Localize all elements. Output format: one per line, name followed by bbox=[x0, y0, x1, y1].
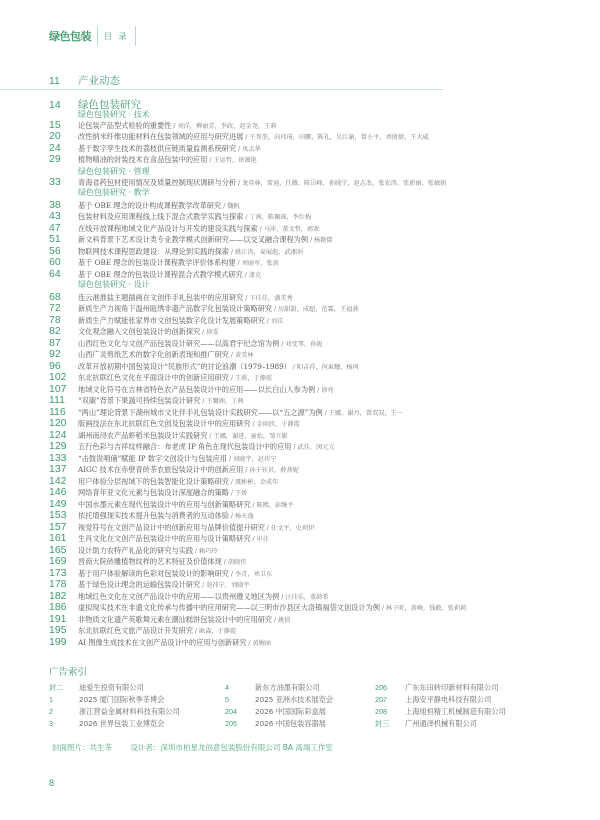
article-authors: / 王馨阁，丁茜 bbox=[200, 398, 244, 405]
page-number-label: 116 bbox=[49, 406, 66, 418]
author-names: 王邦奎，向玮琦，田鹏，陈礼，吴江渝，曾小平，刘倩倩，王大威 bbox=[249, 134, 429, 141]
article-row[interactable] bbox=[49, 256, 279, 268]
author-names: 武佳，闵元元 bbox=[297, 444, 335, 451]
article-entry[interactable] bbox=[78, 270, 261, 280]
article-row[interactable] bbox=[49, 348, 254, 360]
article-title[interactable]: 地域红色文化在文创产品设计中的应用——以贵州遵义地区为例 bbox=[78, 592, 280, 601]
author-names: 陈熙，彭继平 bbox=[256, 502, 294, 509]
author-names: 姚倩 bbox=[278, 617, 291, 624]
ad-page: 208 bbox=[375, 707, 387, 716]
article-title[interactable]: 青海省药包材使用情况及质量控制现状调研与分析 bbox=[78, 178, 237, 187]
page-number-label: 133 bbox=[49, 452, 67, 464]
author-names: 王娜，谢进，童怡，邹立影 bbox=[213, 433, 288, 440]
author-names: 杨天逸 bbox=[234, 513, 254, 520]
article-authors: / 林子昕，黄峰，钱敢，张莉莉 bbox=[379, 605, 467, 612]
article-title[interactable]: 基于用户体验解读的色彩对包装设计的影响研究 bbox=[78, 569, 229, 578]
cover-credits bbox=[52, 742, 333, 753]
article-title[interactable]: 包装材料及应用课程线上线下混合式教学实践与探索 bbox=[78, 212, 244, 221]
page-number-label: 38 bbox=[49, 199, 61, 211]
author-names: 姚江涛，麦展彪，武湘涓 bbox=[234, 249, 304, 256]
article-row[interactable] bbox=[49, 624, 236, 636]
author-names: 徐亮 bbox=[321, 387, 334, 394]
article-row[interactable] bbox=[49, 601, 466, 613]
article-entry[interactable] bbox=[78, 603, 466, 613]
author-names: 王娇 bbox=[234, 490, 248, 497]
article-authors: / 卞佳佳，潘美秀 bbox=[243, 295, 293, 302]
article-title[interactable]: 依托增强现实技术提升包装与消费者的互动体验 bbox=[78, 511, 229, 520]
article-entry[interactable] bbox=[78, 327, 219, 337]
page-number-label: 14 bbox=[49, 99, 61, 111]
author-names: 刘洋，柳丽芳，李政，赵金尧，王莉 bbox=[177, 123, 277, 130]
author-names: 刘晓宇，赵祎宁 bbox=[233, 456, 277, 463]
article-entry[interactable] bbox=[78, 178, 446, 188]
article-title[interactable]: AI 图像生成技术在文创产品设计中的应用与创新研究 bbox=[78, 638, 247, 647]
page-number-label: 157 bbox=[49, 521, 67, 533]
page-number-label: 169 bbox=[49, 555, 67, 567]
article-title[interactable]: AIGC 技术在赤壁青砖茶农旅包装设计中的创新应用 bbox=[78, 465, 244, 474]
article-authors: / 耿森，于静霞 bbox=[193, 628, 237, 635]
ad-index-row bbox=[375, 695, 491, 705]
page-number-label: 64 bbox=[49, 268, 61, 280]
article-title[interactable]: 版画技法在东北抗联红色文创及包装设计中的应用研究 bbox=[78, 419, 251, 428]
article-title[interactable]: 湖州南浔农产品虾稻米包装设计实践研究 bbox=[78, 431, 208, 440]
article-authors: / 徐雯 bbox=[200, 329, 219, 336]
author-names: 漆克 bbox=[248, 272, 262, 279]
author-names: 金雨欣，于静霞 bbox=[256, 421, 300, 428]
author-names: 刘京 bbox=[270, 318, 284, 325]
divider bbox=[0, 89, 443, 90]
page-number-label: 142 bbox=[49, 475, 67, 487]
advertiser-name: 2025 厦门国际秋季茶博会 bbox=[79, 695, 165, 704]
article-title[interactable]: 五行色彩与吉祥纹样融合：布老虎 IP 角色在现代包装设计中的应用 bbox=[78, 442, 292, 451]
article-authors: / 胡晓伟 bbox=[221, 559, 247, 566]
article-authors: / 黄美林 bbox=[228, 352, 254, 359]
page-number-label: 161 bbox=[49, 532, 67, 544]
page-number-label: 107 bbox=[49, 383, 67, 395]
page-number-label: 124 bbox=[49, 429, 67, 441]
header-separator bbox=[135, 26, 136, 46]
article-row[interactable] bbox=[49, 636, 271, 648]
ad-page: 205 bbox=[225, 719, 237, 728]
article-row[interactable] bbox=[49, 130, 429, 142]
article-row[interactable] bbox=[49, 233, 333, 245]
article-row[interactable] bbox=[49, 302, 359, 314]
page-number-label: 178 bbox=[49, 578, 67, 590]
page-number-label: 47 bbox=[49, 222, 61, 234]
article-entry[interactable] bbox=[78, 442, 335, 452]
page-number-label: 78 bbox=[49, 314, 61, 326]
article-authors: / 厉甜甜，成超，范霖，王福燕 bbox=[272, 306, 359, 313]
article-authors: / 姚倩 bbox=[272, 617, 291, 624]
author-names: 丁茜，陈佩瑶，李红梅 bbox=[249, 214, 312, 221]
article-authors: / 金雨欣，于静霞 bbox=[250, 421, 300, 428]
page-number-label: 137 bbox=[49, 463, 67, 475]
article-authors: / 龙存林，雷迪，任薇，陈岳峰，孙晓宁，赵志杰，张宏涛，张新丽，张敏娟 bbox=[236, 180, 447, 187]
article-title[interactable]: 基于数字孪生技术的荔枝供应链质量监测系统研究 bbox=[78, 144, 237, 153]
author-names: 黄婉丽 bbox=[252, 640, 272, 647]
ad-index-row bbox=[225, 683, 320, 693]
cover-image-credit: 封面图片：共生茶 bbox=[52, 743, 112, 752]
article-authors: / 凤孟华 bbox=[236, 146, 261, 153]
article-authors: / 杨勳儒 bbox=[308, 237, 333, 244]
page-number-label: 129 bbox=[49, 440, 67, 452]
advertiser-name: 浙江营益金属材料科技有限公司 bbox=[79, 707, 180, 716]
author-names: 黄美林 bbox=[234, 352, 254, 359]
author-names: 龙存林，雷迪，任薇，陈岳峰，孙晓宁，赵志杰，张宏涛，张新丽，张敏娟 bbox=[242, 180, 447, 187]
article-entry[interactable] bbox=[78, 626, 236, 636]
page-number-label: 153 bbox=[49, 509, 67, 521]
ad-index-row bbox=[225, 707, 326, 717]
article-title[interactable]: “击鼓说唱俑”赋能 IP 数字文创设计与包装应用 bbox=[78, 454, 227, 463]
page-number-label: 191 bbox=[49, 613, 67, 625]
page-number-label: 120 bbox=[49, 417, 67, 429]
article-entry[interactable] bbox=[78, 419, 300, 429]
page-number-label: 92 bbox=[49, 348, 61, 360]
section-label: 目 录 bbox=[104, 31, 129, 41]
article-title[interactable]: 晋商大院砖雕植物纹样的艺术特征及价值体现 bbox=[78, 557, 222, 566]
article-authors: / 申佳 bbox=[250, 536, 269, 543]
article-title[interactable]: 山西红色文化与文创产品包装设计研究——以高君宇纪念馆为例 bbox=[78, 339, 280, 348]
article-row[interactable] bbox=[49, 176, 446, 188]
article-entry[interactable] bbox=[78, 511, 254, 521]
author-names: 王馨阁，丁茜 bbox=[206, 398, 244, 405]
author-names: 刘丽军，张剑 bbox=[241, 260, 279, 267]
article-title[interactable]: 新文科背景下艺术设计类专业教学模式创新研究——以交叉融合课程为例 bbox=[78, 235, 309, 244]
article-title[interactable]: 新质生产力视角下温州瓯绣非遗产品数字化包装设计策略研究 bbox=[78, 304, 273, 313]
article-authors: / 徐亮 bbox=[315, 387, 334, 394]
magazine-brand: 绿色包装 bbox=[49, 30, 91, 43]
ad-index-heading: 广告索引 bbox=[49, 667, 88, 678]
article-row[interactable] bbox=[49, 153, 257, 165]
ad-page: 2 bbox=[49, 707, 53, 716]
author-names: 卞佳佳，潘美秀 bbox=[249, 295, 293, 302]
article-authors: / 王娜，谢丹，曾双双，王一 bbox=[322, 410, 403, 417]
advertiser-name: 广东东田转印新材料有限公司 bbox=[405, 683, 499, 692]
article-title[interactable]: 文化观念融入文创包装设计的创新探究 bbox=[78, 327, 201, 336]
ad-page: 封三 bbox=[375, 719, 390, 728]
advertiser-name: 广州通泽机械有限公司 bbox=[405, 719, 477, 728]
header-separator bbox=[97, 26, 98, 46]
author-names: 厉甜甜，成超，范霖，王福燕 bbox=[278, 306, 359, 313]
article-title[interactable]: 改性纳米纤维功能材料在包装领域的应用与研究进展 bbox=[78, 132, 244, 141]
article-title[interactable]: 虚拟现实技术在非遗文化传承与传播中的应用研究——以三明市沙县区大洛镇福袋文创设计为例 bbox=[78, 603, 380, 612]
page-number-label: 165 bbox=[49, 544, 67, 556]
subsection-heading: 绿色包装研究 · 管理 bbox=[78, 167, 150, 176]
ad-page: 207 bbox=[375, 695, 387, 704]
article-authors: / 刘变琴，孙妮 bbox=[279, 341, 323, 348]
author-names: 徐雯 bbox=[206, 329, 219, 336]
article-entry[interactable] bbox=[78, 304, 359, 314]
subsection-heading: 绿色包装研究 · 设计 bbox=[78, 280, 150, 289]
page-number-label: 182 bbox=[49, 590, 67, 602]
author-names: 孙千钰贝，薛燕妮 bbox=[249, 467, 299, 474]
article-entry[interactable] bbox=[78, 350, 254, 360]
article-entry[interactable] bbox=[78, 258, 279, 268]
page-number-label: 173 bbox=[49, 567, 67, 579]
advertiser-name: 上海旭恒精工机械制造有限公司 bbox=[405, 707, 506, 716]
article-title[interactable]: 植物精油的封装技术在食品包装中的应用 bbox=[78, 155, 208, 164]
article-title[interactable]: 中国水墨元素在现代包装设计中的应用与创新策略研究 bbox=[78, 500, 251, 509]
ad-index-row bbox=[225, 695, 333, 705]
article-title[interactable]: 地域文化符号在吉林省特色农产品包装设计中的应用——以长白山人参为例 bbox=[78, 385, 316, 394]
author-names: 王运哲，徐源艳 bbox=[213, 157, 257, 164]
article-authors: / 杨天逸 bbox=[228, 513, 254, 520]
article-authors: / 丁茜，陈佩瑶，李红梅 bbox=[243, 214, 312, 221]
article-title[interactable]: 改革开放初期中国包装设计“民族形式”的讨论浪潮（1979–1989） bbox=[78, 362, 291, 371]
ad-index-row bbox=[375, 683, 498, 693]
article-title[interactable]: 用户体验分层视域下的包装智能化设计策略研究 bbox=[78, 477, 229, 486]
ad-page: 5 bbox=[225, 695, 229, 704]
article-authors: / 李青，刘卫东 bbox=[228, 571, 273, 578]
author-names: 任文平，史珂伊 bbox=[270, 525, 315, 532]
page-number-label: 87 bbox=[49, 337, 61, 349]
article-entry[interactable] bbox=[78, 212, 311, 222]
article-authors: / 魏帆 bbox=[221, 203, 240, 210]
article-row[interactable] bbox=[49, 440, 335, 452]
ad-index-row bbox=[375, 707, 506, 717]
page-number-label: 82 bbox=[49, 325, 61, 337]
ad-index-row bbox=[49, 695, 164, 705]
article-authors: / 虞彬彬，金成年 bbox=[228, 479, 279, 486]
page-number-label: 111 bbox=[49, 394, 65, 406]
article-authors: / 孙千钰贝，薛燕妮 bbox=[243, 467, 299, 474]
article-authors: / 漆克 bbox=[242, 272, 262, 279]
author-names: 赖巧玲 bbox=[199, 548, 218, 555]
article-title[interactable]: 生肖文化在文创产品包装设计中的应用与设计策略研究 bbox=[78, 534, 251, 543]
author-names: 李青，刘卫东 bbox=[234, 571, 273, 578]
running-header bbox=[49, 26, 142, 46]
author-names: 马萍，董文哲，郭欢 bbox=[263, 226, 320, 233]
article-entry[interactable] bbox=[78, 465, 299, 475]
article-authors: / 阳吉祥，何東穗，杨珂 bbox=[290, 364, 359, 371]
article-title[interactable]: 基于 OBE 理念的包装设计课程混合式教学模式研究 bbox=[78, 270, 243, 279]
subsection-heading: 绿色包装研究 · 技术 bbox=[78, 110, 150, 119]
article-title[interactable]: 东北抗联红色文旅产品设计开发研究 bbox=[78, 626, 194, 635]
author-names: 魏帆 bbox=[227, 203, 240, 210]
article-title[interactable]: 视觉符号在文创产品设计中的创新应用与品牌价值提升研究 bbox=[78, 523, 265, 532]
article-title[interactable]: 在线开放课程地域文化产品设计与开发的建设实践与探索 bbox=[78, 224, 258, 233]
advertiser-name: 新东方油墨有限公司 bbox=[255, 683, 320, 692]
advertiser-name: 2026 中国包装容器展 bbox=[255, 719, 326, 728]
article-title[interactable]: 网络青年亚文化元素与包装设计深度融合的策略 bbox=[78, 488, 229, 497]
article-authors: / 刘京 bbox=[264, 318, 284, 325]
page-number-label: 43 bbox=[49, 210, 61, 222]
article-authors: / 赖巧玲 bbox=[193, 548, 218, 555]
article-authors: / 刘晓宇，赵祎宁 bbox=[226, 456, 277, 463]
article-authors: / 王娜，谢进，童怡，邹立影 bbox=[207, 433, 288, 440]
article-title[interactable]: 基于绿色设计理念的运输包装设计研究 bbox=[78, 580, 201, 589]
article-authors: / 汪佳乐，董龄希 bbox=[279, 594, 329, 601]
advertiser-name: 迪爱生投资有限公司 bbox=[79, 683, 144, 692]
article-row[interactable] bbox=[49, 268, 261, 280]
article-entry[interactable] bbox=[78, 534, 269, 544]
article-row[interactable] bbox=[49, 555, 246, 567]
page-number-label: 199 bbox=[49, 636, 67, 648]
ad-index-row bbox=[375, 719, 477, 729]
article-row[interactable] bbox=[49, 371, 272, 383]
article-authors: / 王娇 bbox=[228, 490, 248, 497]
page-number-label: 29 bbox=[49, 153, 61, 165]
author-names: 赵祎宁，刘晓宇 bbox=[206, 582, 250, 589]
designer-credit: 设计者：深圳市柏星龙创意包装股份有限公司 BA 高端工作室 bbox=[130, 743, 333, 752]
author-names: 林子昕，黄峰，钱敢，张莉莉 bbox=[385, 605, 467, 612]
page-number: 8 bbox=[49, 778, 55, 788]
section-title[interactable]: 产业动态 bbox=[78, 75, 120, 87]
article-row[interactable] bbox=[49, 463, 299, 475]
article-row[interactable] bbox=[49, 578, 250, 590]
article-title[interactable]: 非物质文化遗产英歌舞元素在潮汕糕饼包装设计中的应用研究 bbox=[78, 615, 273, 624]
author-names: 刘变琴，孙妮 bbox=[285, 341, 323, 348]
article-entry[interactable] bbox=[78, 373, 272, 383]
ad-page: 封二 bbox=[49, 683, 64, 692]
article-authors: / 刘丽军，张剑 bbox=[235, 260, 279, 267]
article-title[interactable]: “两山”理论背景下湖州城市文化伴手礼包装设计实践研究——以“五之源”为例 bbox=[78, 408, 323, 417]
article-title[interactable]: 基于 OBE 理念的包装设计课程教学评价体系构建 bbox=[78, 258, 236, 267]
ad-index-row bbox=[49, 683, 144, 693]
article-row[interactable] bbox=[49, 325, 219, 337]
article-title[interactable]: 基于 OBE 理念的设计构成课程教学改革研究 bbox=[78, 201, 222, 210]
page-number-label: 20 bbox=[49, 130, 61, 142]
page-number-label: 68 bbox=[49, 291, 61, 303]
article-authors: / 姚江涛，麦展彪，武湘涓 bbox=[228, 249, 304, 256]
article-row[interactable] bbox=[49, 486, 247, 498]
author-names: 杨勳儒 bbox=[314, 237, 333, 244]
author-names: 阳吉祥，何東穗，杨珂 bbox=[296, 364, 359, 371]
article-entry[interactable] bbox=[78, 488, 247, 498]
ad-page: 204 bbox=[225, 707, 237, 716]
article-title[interactable]: 论包装产品型式检验的重要性 bbox=[78, 121, 172, 130]
article-row[interactable] bbox=[49, 532, 269, 544]
article-entry[interactable] bbox=[78, 638, 271, 648]
article-entry[interactable] bbox=[78, 235, 333, 245]
page-number-label: 186 bbox=[49, 601, 67, 613]
article-authors: / 刘洋，柳丽芳，李政，赵金尧，王莉 bbox=[171, 123, 277, 130]
advertiser-name: 2025 亚洲水技术展览会 bbox=[255, 695, 334, 704]
page-number-label: 15 bbox=[49, 119, 61, 131]
author-names: 汪佳乐，董龄希 bbox=[285, 594, 329, 601]
article-authors: / 王邦奎，向玮琦，田鹏，陈礼，吴江渝，曾小平，刘倩倩，王大威 bbox=[243, 134, 429, 141]
article-row[interactable] bbox=[49, 417, 300, 429]
advertiser-name: 2026 世界包装工业博览会 bbox=[79, 719, 165, 728]
ad-page: 3 bbox=[49, 719, 53, 728]
article-entry[interactable] bbox=[78, 396, 244, 406]
toc-section-row[interactable] bbox=[49, 73, 120, 88]
article-title[interactable]: “双碳”背景下果蔬可持续包装设计研究 bbox=[78, 396, 201, 405]
subsection-heading: 绿色包装研究 · 教学 bbox=[78, 188, 150, 197]
page-number-label: 60 bbox=[49, 256, 61, 268]
ad-page: 206 bbox=[375, 683, 387, 692]
article-entry[interactable] bbox=[78, 155, 257, 165]
article-authors: / 王运哲，徐源艳 bbox=[207, 157, 257, 164]
page-number-label: 72 bbox=[49, 302, 61, 314]
article-entry[interactable] bbox=[78, 580, 250, 590]
author-names: 王燕，于静霞 bbox=[234, 375, 273, 382]
article-title[interactable]: 设计助力农特产礼品化的研究与实践 bbox=[78, 546, 194, 555]
article-row[interactable] bbox=[49, 394, 244, 406]
page-number-label: 11 bbox=[49, 75, 60, 87]
article-row[interactable] bbox=[49, 509, 254, 521]
author-names: 虞彬彬，金成年 bbox=[234, 479, 279, 486]
article-authors: / 赵祎宁，刘晓宇 bbox=[200, 582, 250, 589]
advertiser-name: 2026 中国国际彩盒展 bbox=[255, 707, 326, 716]
page-number-label: 102 bbox=[49, 371, 67, 383]
ad-page: 1 bbox=[49, 695, 53, 704]
page-number-label: 96 bbox=[49, 360, 61, 372]
author-names: 申佳 bbox=[256, 536, 269, 543]
page-number-label: 51 bbox=[49, 233, 61, 245]
page-number-label: 146 bbox=[49, 486, 67, 498]
ad-index-row bbox=[49, 719, 164, 729]
page-number-label: 56 bbox=[49, 245, 61, 257]
article-authors: / 武佳，闵元元 bbox=[291, 444, 335, 451]
article-title[interactable]: 连云港淮盐主题插画在文创伴手礼包装中的应用研究 bbox=[78, 293, 244, 302]
article-authors: / 任文平，史珂伊 bbox=[264, 525, 315, 532]
author-names: 凤孟华 bbox=[242, 146, 261, 153]
page-number-label: 33 bbox=[49, 176, 61, 188]
article-title[interactable]: 物联网技术课程思政建设：从理论到实践的探索 bbox=[78, 247, 229, 256]
article-title[interactable]: 东北抗联红色文化在平面设计中的创新应用研究 bbox=[78, 373, 229, 382]
author-names: 耿森，于静霞 bbox=[199, 628, 237, 635]
advertiser-name: 上海安平静电科技有限公司 bbox=[405, 695, 492, 704]
page-number-label: 195 bbox=[49, 624, 67, 636]
article-authors: / 黄婉丽 bbox=[246, 640, 272, 647]
article-authors: / 马萍，董文哲，郭欢 bbox=[257, 226, 320, 233]
page-number-label: 149 bbox=[49, 498, 67, 510]
section-title[interactable]: 绿色包装研究 bbox=[78, 99, 141, 111]
article-authors: / 王燕，于静霞 bbox=[228, 375, 273, 382]
ad-page: 4 bbox=[225, 683, 229, 692]
article-entry[interactable] bbox=[78, 557, 246, 567]
article-title[interactable]: 山西广灵剪纸艺术的数字化创新表现和推广研究 bbox=[78, 350, 229, 359]
article-title[interactable]: 新质生产力赋能张家界市文创包装数字化设计发展策略研究 bbox=[78, 316, 265, 325]
ad-index-row bbox=[49, 707, 180, 717]
article-authors: / 陈熙，彭继平 bbox=[250, 502, 294, 509]
page-number-label: 24 bbox=[49, 142, 61, 154]
author-names: 王娜，谢丹，曾双双，王一 bbox=[328, 410, 403, 417]
article-entry[interactable] bbox=[78, 132, 429, 142]
author-names: 胡晓伟 bbox=[227, 559, 247, 566]
ad-index-row bbox=[225, 719, 326, 729]
article-row[interactable] bbox=[49, 210, 311, 222]
